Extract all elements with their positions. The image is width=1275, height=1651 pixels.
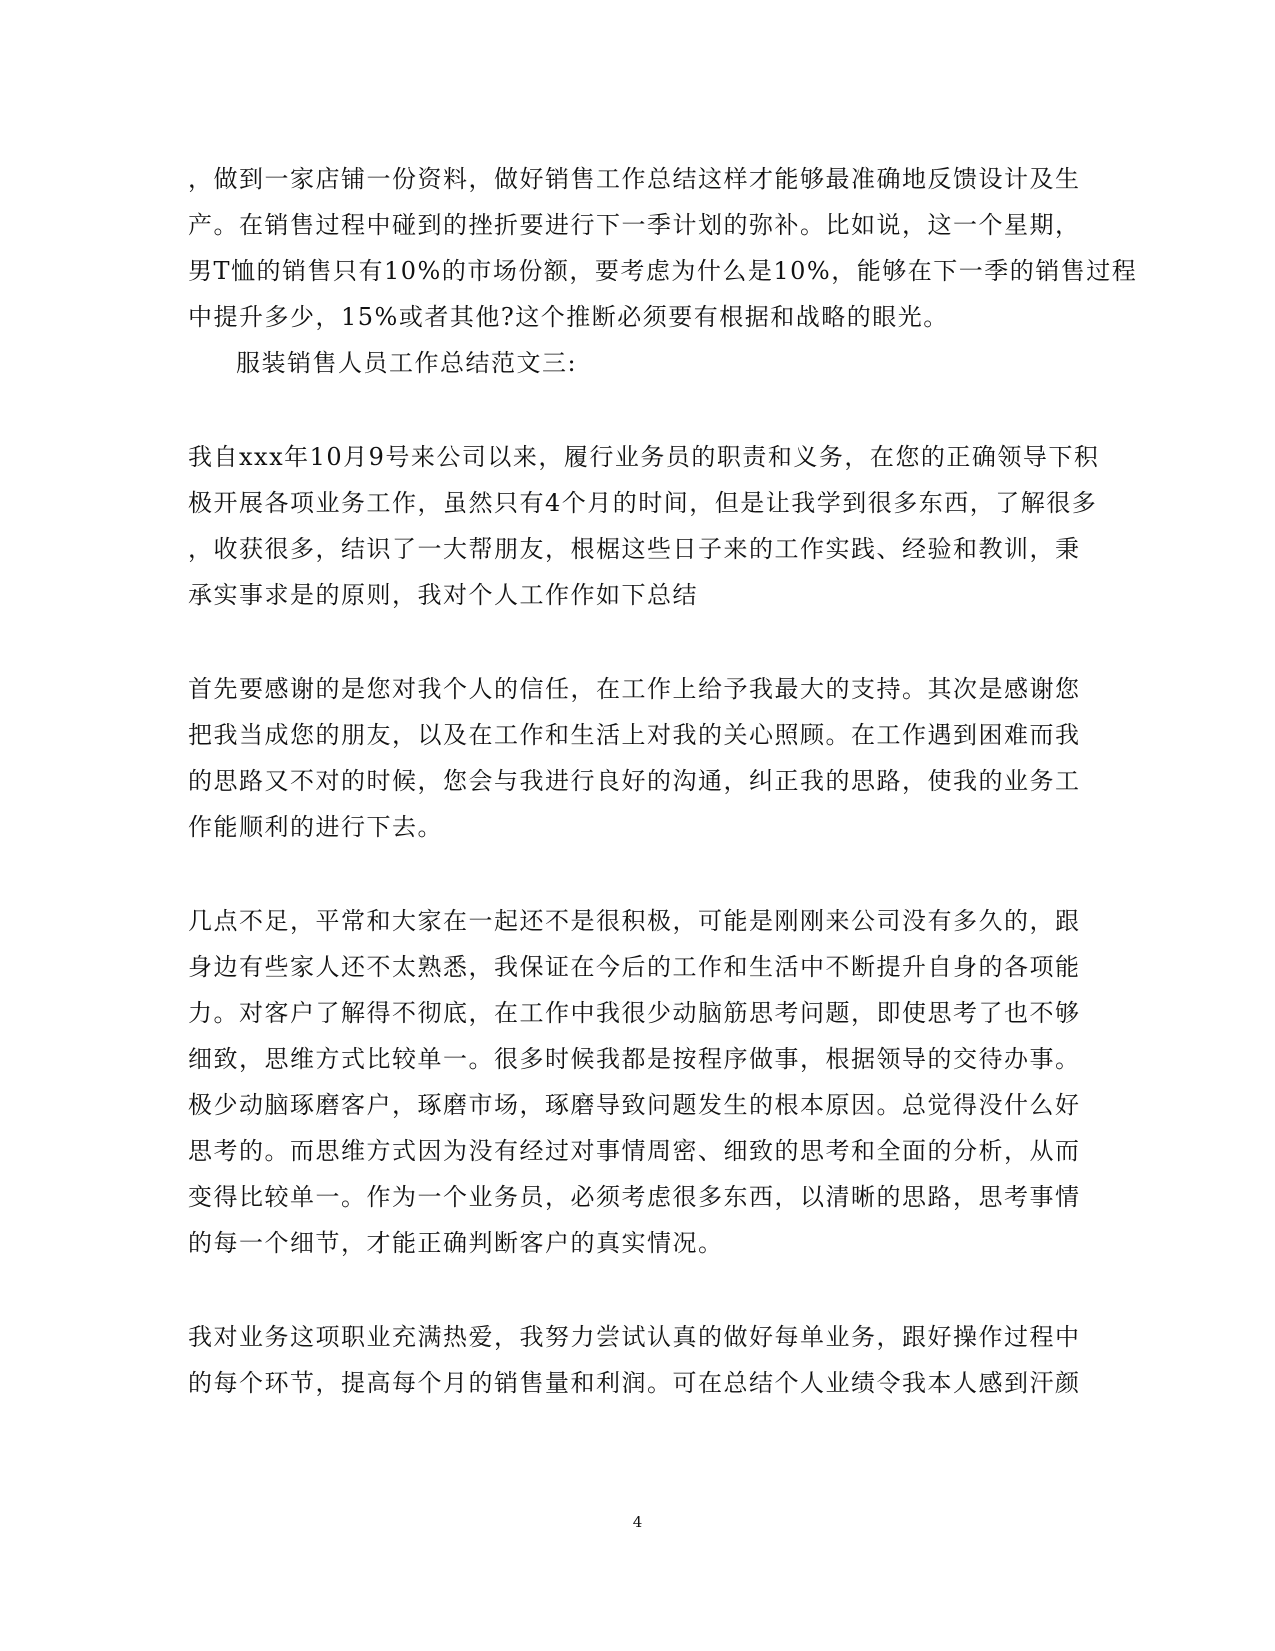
text-line: ，做到一家店铺一份资料，做好销售工作总结这样才能够最准确地反馈设计及生	[188, 165, 1081, 193]
section-heading: 服装销售人员工作总结范文三:	[236, 349, 578, 377]
text-line: 力。对客户了解得不彻底，在工作中我很少动脑筋思考问题，即使思考了也不够	[188, 999, 1081, 1027]
text-line: 几点不足，平常和大家在一起还不是很积极，可能是刚刚来公司没有多久的，跟	[188, 907, 1081, 935]
text-line: 我自xxx年10月9号来公司以来，履行业务员的职责和义务，在您的正确领导下积	[188, 443, 1100, 471]
text-line: 的每个环节，提高每个月的销售量和利润。可在总结个人业绩令我本人感到汗颜	[188, 1369, 1081, 1397]
text-line: 变得比较单一。作为一个业务员，必须考虑很多东西，以清晰的思路，思考事情	[188, 1183, 1081, 1211]
text-line: 作能顺利的进行下去。	[188, 813, 443, 841]
text-line: 把我当成您的朋友，以及在工作和生活上对我的关心照顾。在工作遇到困难而我	[188, 721, 1081, 749]
text-line: 承实事求是的原则，我对个人工作作如下总结	[188, 581, 698, 609]
page-number: 4	[632, 1513, 643, 1531]
text-line: 的思路又不对的时候，您会与我进行良好的沟通，纠正我的思路，使我的业务工	[188, 767, 1081, 795]
text-line: 男T恤的销售只有10%的市场份额，要考虑为什么是10%，能够在下一季的销售过程	[188, 257, 1138, 285]
text-line: 的每一个细节，才能正确判断客户的真实情况。	[188, 1229, 724, 1257]
text-line: 细致，思维方式比较单一。很多时候我都是按程序做事，根据领导的交待办事。	[188, 1045, 1081, 1073]
text-line: 极开展各项业务工作，虽然只有4个月的时间，但是让我学到很多东西，了解很多	[188, 489, 1098, 517]
text-line: 思考的。而思维方式因为没有经过对事情周密、细致的思考和全面的分析，从而	[188, 1137, 1081, 1165]
text-line: ，收获很多，结识了一大帮朋友，根椐这些日子来的工作实践、经验和教训，秉	[188, 535, 1081, 563]
text-line: 中提升多少，15%或者其他?这个推断必须要有根据和战略的眼光。	[188, 303, 949, 331]
text-line: 首先要感谢的是您对我个人的信任，在工作上给予我最大的支持。其次是感谢您	[188, 675, 1081, 703]
text-line: 我对业务这项职业充满热爱，我努力尝试认真的做好每单业务，跟好操作过程中	[188, 1323, 1081, 1351]
text-line: 身边有些家人还不太熟悉，我保证在今后的工作和生活中不断提升自身的各项能	[188, 953, 1081, 981]
text-line: 极少动脑琢磨客户，琢磨市场，琢磨导致问题发生的根本原因。总觉得没什么好	[188, 1091, 1081, 1119]
text-line: 产。在销售过程中碰到的挫折要进行下一季计划的弥补。比如说，这一个星期，	[188, 211, 1081, 239]
